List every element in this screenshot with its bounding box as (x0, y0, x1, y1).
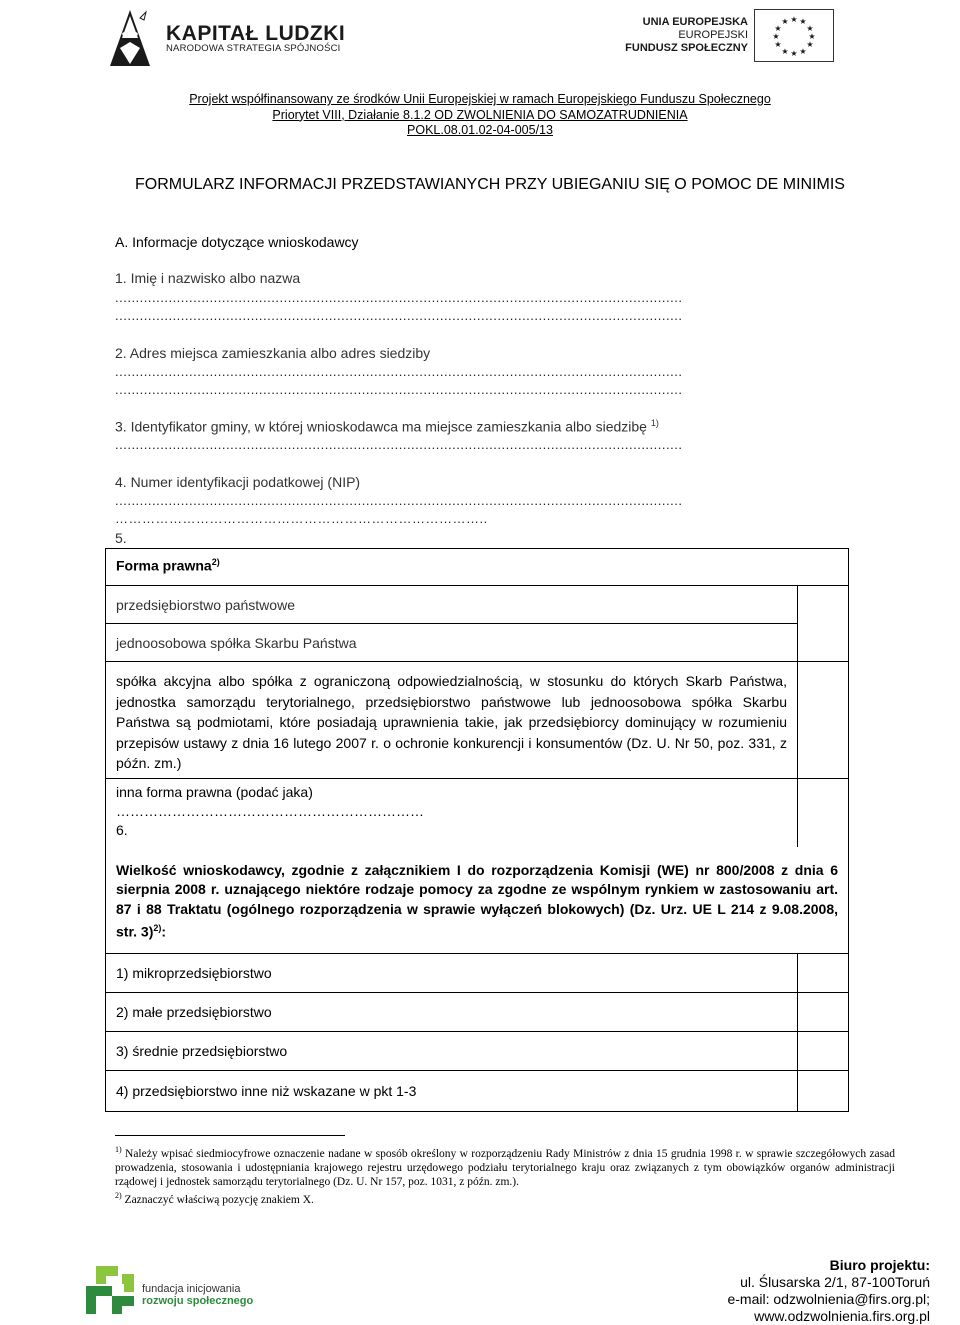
field2-input-line2[interactable]: .......................................................................................................................................... (115, 382, 683, 397)
svg-text:★: ★ (781, 17, 789, 26)
biuro-www[interactable]: www.odzwolnienia.firs.org.pl (754, 1308, 930, 1324)
size-option-1: 1) mikroprzedsiębiorstwo (116, 964, 272, 981)
legal-form-header-cell (106, 549, 849, 586)
svg-text:★: ★ (790, 15, 798, 24)
size-checkbox-1[interactable] (798, 953, 849, 992)
kapital-ludzki-logo-icon (100, 8, 160, 68)
company-size-title-colon: : (161, 923, 167, 940)
footnote-2-text: Zaznaczyć właściwą pozycję znakiem X. (121, 1193, 314, 1206)
field4-input-line2[interactable]: ……………………………………………………………………….. (115, 511, 488, 526)
size-checkbox-3[interactable] (798, 1031, 849, 1070)
project-line1: Projekt współfinansowany ze środków Unii Europejskiej w ramach Europejskiego Funduszu Społecznego (189, 92, 771, 106)
size-row-3 (106, 1031, 798, 1070)
svg-text:★: ★ (806, 40, 814, 49)
field3-footnote-ref: 1) (650, 418, 659, 428)
svg-text:★: ★ (799, 17, 807, 26)
svg-text:★: ★ (808, 32, 816, 41)
section-a-heading: A. Informacje dotyczące wnioskodawcy (115, 234, 359, 250)
field4-input-line1[interactable]: .......................................................................................................................................... (115, 493, 683, 508)
svg-text:★: ★ (790, 49, 798, 58)
size-checkbox-2[interactable] (798, 992, 849, 1031)
field5-number: 5. (115, 530, 127, 546)
company-size-title-text: Wielkość wnioskodawcy, zgodnie z załącznikiem I do rozporządzenia Komisji (WE) nr 800/2008 z dnia 6 sierpnia 2008 r. uznającego niektóre rodzaje pomocy za zgodne ze wspólnym rynkiem w zastosowaniu art. 87 i 88 Traktatu (ogólnego rozporządzenia w sprawie wyłączeń blokowych) (Dz. Urz. UE L 214 z 9.08.2008, str. 3) (116, 861, 838, 940)
svg-text:★: ★ (799, 47, 807, 56)
legal-form-title (106, 549, 848, 578)
eu-flag-icon (754, 9, 834, 62)
legal-form-option-4-input[interactable]: ………………………………………………………… (116, 802, 424, 819)
footnote-1-mark: 1) (115, 1145, 122, 1154)
legal-form-checkbox-3[interactable] (798, 662, 849, 779)
legal-form-footnote-ref: 2) (211, 557, 220, 567)
legal-form-table (105, 548, 849, 1112)
footnotes (115, 1143, 895, 1207)
project-line3: POKL.08.01.02-04-005/13 (407, 123, 553, 137)
footnote-2 (115, 1189, 895, 1207)
project-office (727, 1257, 930, 1325)
svg-text:★: ★ (806, 24, 814, 33)
legal-form-checkbox-1[interactable] (798, 586, 849, 662)
field1-input-line1[interactable]: .......................................................................................................................................... (115, 290, 683, 305)
project-header (0, 92, 960, 139)
firs-line1: fundacja inicjowania (142, 1283, 241, 1295)
legal-form-title-text: Forma prawna (116, 557, 212, 574)
field1-label: 1. Imię i nazwisko albo nazwa (115, 270, 301, 286)
company-size-footnote-ref: 2) (153, 923, 162, 933)
legal-form-option-2: jednoosobowa spółka Skarbu Państwa (116, 634, 357, 651)
footnote-separator (115, 1135, 345, 1136)
biuro-email[interactable]: e-mail: odzwolnienia@firs.org.pl; (727, 1291, 930, 1307)
footnote-1 (115, 1143, 895, 1189)
svg-text:★: ★ (781, 47, 789, 56)
size-checkbox-4[interactable] (798, 1070, 849, 1111)
eu-line3: FUNDUSZ SPOŁECZNY (625, 42, 748, 54)
field4-label: 4. Numer identyfikacji podatkowej (NIP) (115, 474, 361, 490)
legal-form-row-1 (106, 586, 798, 624)
company-size-title (106, 847, 848, 947)
company-size-header-cell (106, 847, 849, 954)
size-option-4: 4) przedsiębiorstwo inne niż wskazane w pkt 1-3 (116, 1082, 417, 1099)
form-title: FORMULARZ INFORMACJI PRZEDSTAWIANYCH PRZY UBIEGANIU SIĘ O POMOC DE MINIMIS (135, 176, 845, 193)
footnote-2-mark: 2) (115, 1190, 122, 1200)
biuro-title: Biuro projektu: (829, 1257, 930, 1273)
firs-logo-icon (82, 1262, 138, 1318)
size-row-4 (106, 1070, 798, 1111)
field3-label (115, 418, 659, 435)
legal-form-row-2 (106, 624, 798, 662)
field1-input-line2[interactable]: .......................................................................................................................................... (115, 308, 683, 323)
legal-form-option-4: inna forma prawna (podać jaka) (116, 783, 313, 800)
field2-input-line1[interactable]: .......................................................................................................................................... (115, 364, 683, 379)
eu-line1: UNIA EUROPEJSKA (642, 16, 748, 28)
legal-form-row-3 (106, 662, 798, 779)
kapital-ludzki-subtitle: NARODOWA STRATEGIA SPÓJNOŚCI (166, 43, 341, 54)
size-option-3: 3) średnie przedsiębiorstwo (116, 1042, 288, 1059)
size-row-2 (106, 992, 798, 1031)
svg-text:★: ★ (772, 32, 780, 41)
field6-number: 6. (116, 821, 128, 838)
kapital-ludzki-title: KAPITAŁ LUDZKI (166, 22, 346, 45)
legal-form-option-1: przedsiębiorstwo państwowe (116, 596, 295, 613)
size-row-1 (106, 953, 798, 992)
biuro-address: ul. Ślusarska 2/1, 87-100Toruń (740, 1274, 930, 1290)
legal-form-checkbox-4[interactable] (798, 778, 849, 847)
svg-text:★: ★ (774, 24, 782, 33)
footnote-1-text: Należy wpisać siedmiocyfrowe oznaczenie nadane w sposób określony w rozporządzeniu Rady Ministrów z dnia 15 grudnia 1998 r. w sprawie szczegółowych zasad prowadzenia, stosowania i udostępniania krajowego rejestru urzędowego podziału terytorialnego kraju oraz związanych z tym obowiązków organów administracji rządowej i jednostek samorządu terytorialnego (Dz. U. Nr 157, poz. 1031, z późn. zm.). (115, 1147, 895, 1188)
size-option-2: 2) małe przedsiębiorstwo (116, 1003, 272, 1020)
svg-text:★: ★ (774, 40, 782, 49)
field2-label: 2. Adres miejsca zamieszkania albo adres siedziby (115, 345, 431, 361)
project-line2: Priorytet VIII, Działanie 8.1.2 OD ZWOLNIENIA DO SAMOZATRUDNIENIA (272, 107, 688, 122)
field3-input-line[interactable]: .......................................................................................................................................... (115, 437, 683, 452)
eu-logo-text (625, 16, 748, 55)
legal-form-option-3: spółka akcyjna albo spółka z ograniczoną odpowiedzialnością, w stosunku do których Skarb Państwa, jednostka samorządu terytorialnego, przedsiębiorstwo państwowe lub jednoosobowa spółka Skarbu Państwa są podmiotami, które posiadają uprawnienia takie, jak przedsiębiorcy dominujący w rozumieniu przepisów ustawy z dnia 16 lutego 2007 r. o ochronie konkurencji i konsumentów (Dz. U. Nr 50, poz. 331, z późn. zm.) (116, 673, 787, 771)
firs-line2: rozwoju społecznego (142, 1295, 254, 1307)
field3-label-text: 3. Identyfikator gminy, w której wnioskodawca ma miejsce zamieszkania albo siedzibę (115, 418, 647, 435)
firs-logo-text (142, 1283, 253, 1307)
eu-line2: EUROPEJSKI (678, 29, 748, 41)
legal-form-row-4 (106, 778, 798, 847)
